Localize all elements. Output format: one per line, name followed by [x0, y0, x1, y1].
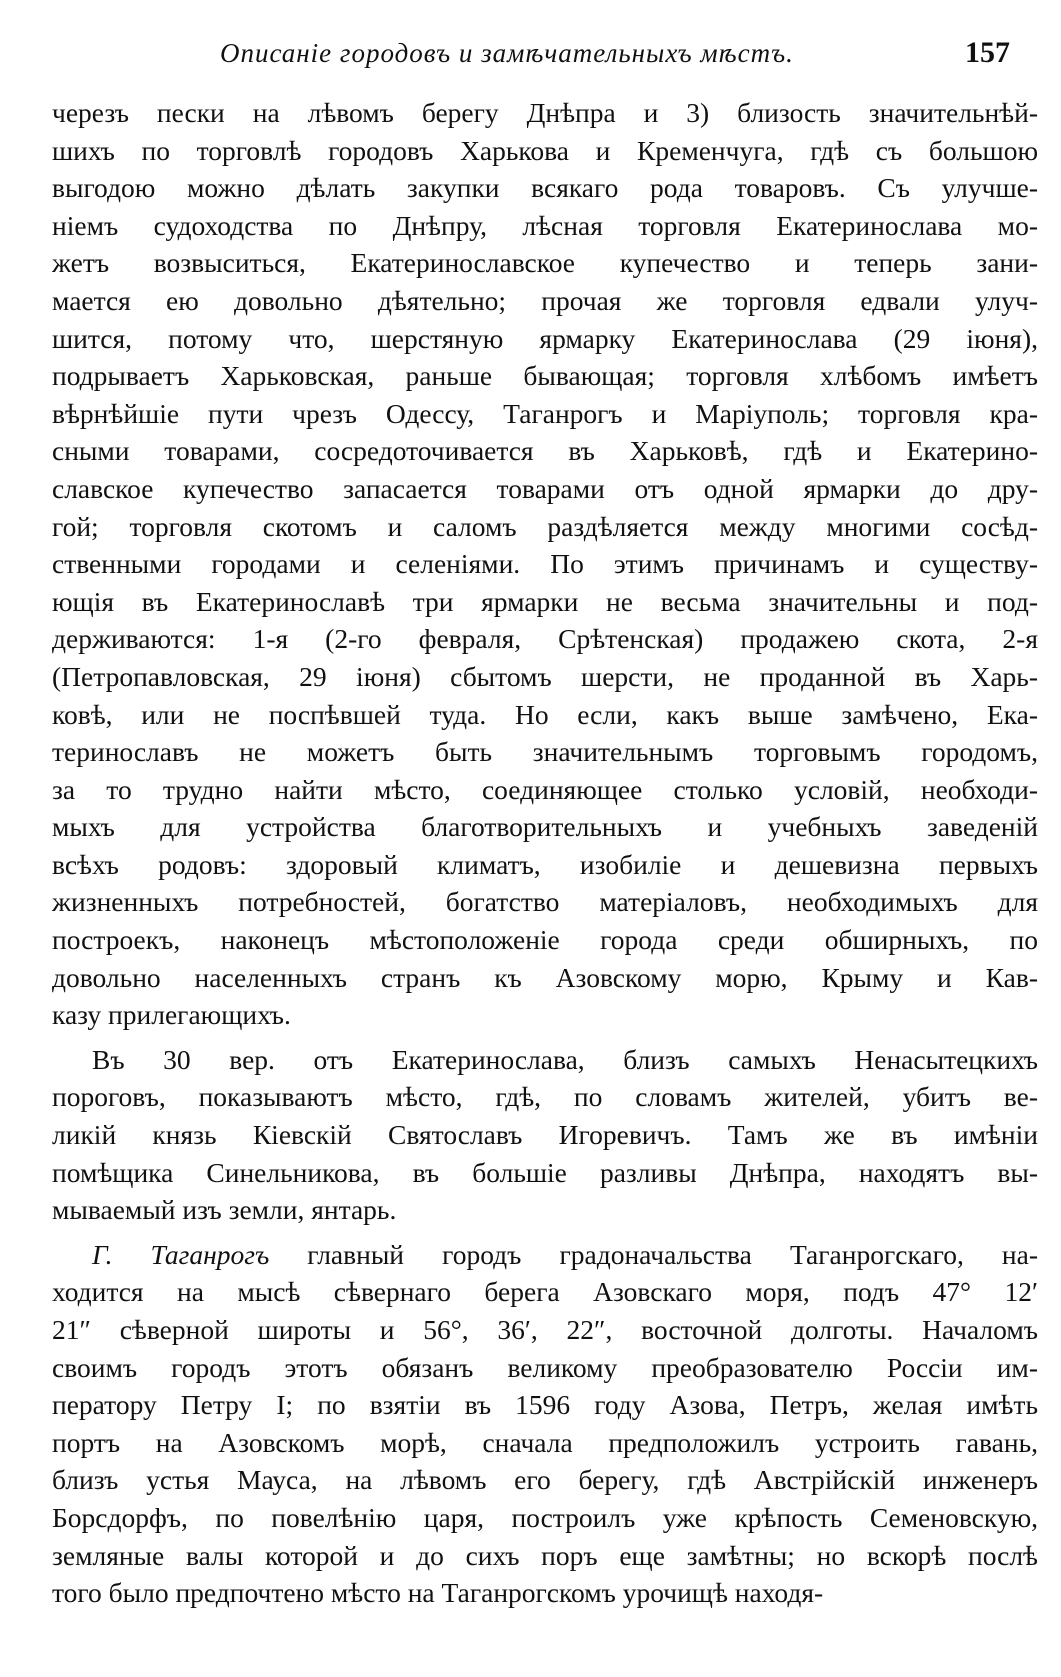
- line-text: ственными городами и селеніями. По этимъ причинамъ и существу-: [52, 548, 1038, 580]
- line-text: теринославъ не можетъ быть значительнымъ торговымъ городомъ,: [52, 736, 1038, 768]
- line-text: подрываетъ Харьковская, раньше бывающая; торговля хлѣбомъ имѣетъ: [52, 360, 1038, 392]
- line-text: держиваются: 1-я (2-го февраля, Срѣтенская) продажею скота, 2-я: [52, 623, 1038, 655]
- line-text: 21″ сѣверной широты и 56°, 36′, 22″, восточной долготы. Началомъ: [52, 1314, 1038, 1345]
- text-line: [52, 395, 1038, 433]
- line-text: шится, потому что, шерстяную ярмарку Екатеринослава (29 іюня),: [52, 322, 1038, 354]
- text-line: [52, 207, 1038, 245]
- text-line: [52, 470, 1038, 508]
- line-text: пороговъ, показываютъ мѣсто, гдѣ, по словамъ жителей, убитъ ве-: [52, 1081, 1038, 1113]
- text-line: [52, 169, 1038, 207]
- text-line: [52, 771, 1038, 809]
- text-line: [52, 320, 1038, 358]
- line-text: ковѣ, или не поспѣвшей туда. Но если, какъ выше замѣчено, Ека-: [52, 698, 1038, 730]
- line-text: жизненныхъ потребностей, богатство матеріаловъ, необходимыхъ для: [52, 886, 1038, 918]
- line-text: своимъ городъ этотъ обязанъ великому преобразователю Россіи им-: [52, 1351, 1038, 1383]
- line-text: главный городъ градоначальства Таганрогскаго, на-: [269, 1238, 1038, 1270]
- text-line: [52, 1349, 1038, 1387]
- text-line: [52, 733, 1038, 771]
- text-line: [52, 996, 1038, 1034]
- text-line: [52, 1499, 1038, 1537]
- line-text: портъ на Азовскомъ морѣ, сначала предположилъ устроить гавань,: [52, 1426, 1038, 1458]
- text-line: [52, 959, 1038, 997]
- text-line: [52, 620, 1038, 658]
- line-text: сными товарами, сосредоточивается въ Харьковѣ, гдѣ и Екатерино-: [52, 435, 1038, 467]
- text-line: [52, 282, 1038, 320]
- italic-lead: Г. Таганрогъ: [92, 1238, 270, 1270]
- text-line: [52, 132, 1038, 170]
- body-text: [52, 94, 1038, 1612]
- paragraph: [52, 1236, 1038, 1612]
- paragraph: [52, 94, 1038, 1034]
- text-line: [52, 1574, 1038, 1612]
- line-text: ходится на мысѣ сѣвернаго берега Азовскаго моря, подъ 47° 12′: [52, 1276, 1038, 1308]
- line-text: казу прилегающихъ.: [52, 999, 291, 1031]
- line-text: жетъ возвыситься, Екатеринославское купечество и теперь зани-: [52, 247, 1038, 279]
- text-line: [52, 244, 1038, 282]
- line-text: за то трудно найти мѣсто, соединяющее столько условій, необходи-: [52, 773, 1038, 805]
- page-number: 157: [965, 36, 1010, 69]
- text-line: [52, 1116, 1038, 1154]
- text-line: [52, 883, 1038, 921]
- line-text: того было предпочтено мѣсто на Таганрогскомъ урочищѣ находя-: [52, 1577, 824, 1609]
- line-text: земляные валы которой и до сихъ поръ еще замѣтны; но вскорѣ послѣ: [52, 1539, 1038, 1571]
- line-text: ликій князь Кіевскій Святославъ Игоревичъ. Тамъ же въ имѣніи: [52, 1119, 1038, 1151]
- text-line: [52, 1424, 1038, 1462]
- line-text: гой; торговля скотомъ и саломъ раздѣляется между многими сосѣд-: [52, 510, 1038, 542]
- line-text: построекъ, наконецъ мѣстоположеніе города среди обширныхъ, по: [52, 924, 1038, 956]
- text-line: [52, 1191, 1038, 1229]
- text-line: [52, 696, 1038, 734]
- text-line: [52, 1154, 1038, 1192]
- line-text: довольно населенныхъ странъ къ Азовскому морю, Крыму и Кав-: [52, 961, 1038, 993]
- line-text: славское купечество запасается товарами отъ одной ярмарки до дру-: [52, 472, 1038, 504]
- line-text: Въ 30 вер. отъ Екатеринослава, близъ самыхъ Ненасытецкихъ: [92, 1043, 1038, 1075]
- text-line: [52, 1078, 1038, 1116]
- text-line: [52, 1386, 1038, 1424]
- line-text: вѣрнѣйшіе пути чрезъ Одессу, Таганрогъ и Маріуполь; торговля кра-: [52, 397, 1038, 429]
- text-line: [52, 1311, 1038, 1349]
- line-text: ніемъ судоходства по Днѣпру, лѣсная торговля Екатеринослава мо-: [52, 209, 1038, 241]
- text-line: [52, 357, 1038, 395]
- text-line: [52, 508, 1038, 546]
- line-text: мается ею довольно дѣятельно; прочая же торговля едвали улуч-: [52, 284, 1038, 316]
- line-text: (Петропавловская, 29 іюня) сбытомъ шерсти, не проданной въ Харь-: [52, 660, 1038, 692]
- line-text: шихъ по торговлѣ городовъ Харькова и Кременчуга, гдѣ съ большою: [52, 134, 1038, 166]
- line-text: выгодою можно дѣлать закупки всякаго рода товаровъ. Съ улучше-: [52, 172, 1038, 204]
- line-text: мыхъ для устройства благотворительныхъ и учебныхъ заведеній: [52, 811, 1038, 843]
- line-text: черезъ пески на лѣвомъ берегу Днѣпра и 3) близость значительнѣй-: [52, 97, 1038, 128]
- text-line: [52, 1461, 1038, 1499]
- text-line: [52, 583, 1038, 621]
- text-line: [52, 1537, 1038, 1575]
- line-text: Борсдорфъ, по повелѣнію царя, построилъ уже крѣпость Семеновскую,: [52, 1501, 1038, 1533]
- paragraph: [52, 1041, 1038, 1229]
- line-text: ющія въ Екатеринославѣ три ярмарки не весьма значительны и под-: [52, 585, 1038, 617]
- line-text: помѣщика Синельникова, въ большіе разливы Днѣпра, находятъ вы-: [52, 1156, 1038, 1188]
- text-line: [52, 432, 1038, 470]
- text-line: [52, 658, 1038, 696]
- line-text: близъ устья Мауса, на лѣвомъ его берегу, гдѣ Австрійскій инженеръ: [52, 1464, 1038, 1496]
- line-text: мываемый изъ земли, янтарь.: [52, 1194, 397, 1226]
- page-header: [50, 38, 1010, 78]
- text-line: [52, 1041, 1038, 1079]
- running-title: Описаніе городовъ и замѣчательныхъ мѣстъ.: [220, 38, 794, 68]
- text-line: [52, 846, 1038, 884]
- line-text: ператору Петру I; по взятіи въ 1596 году Азова, Петръ, желая имѣть: [52, 1389, 1038, 1421]
- line-text: всѣхъ родовъ: здоровый климатъ, изобиліе и дешевизна первыхъ: [52, 848, 1038, 880]
- text-line: [52, 545, 1038, 583]
- text-line: [52, 808, 1038, 846]
- text-line: [52, 921, 1038, 959]
- text-line: [52, 94, 1038, 132]
- text-line: [52, 1236, 1038, 1274]
- text-line: [52, 1273, 1038, 1311]
